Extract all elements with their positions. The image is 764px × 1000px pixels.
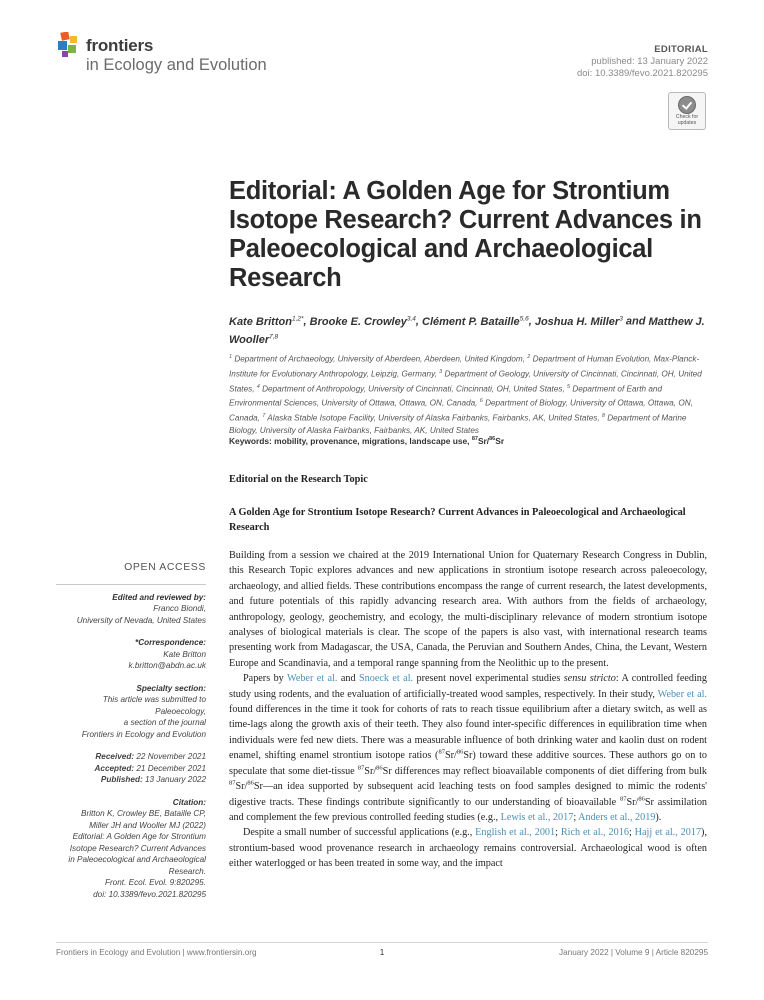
received-date: Received: 22 November 2021 — [95, 752, 206, 761]
footer-issue: January 2022 | Volume 9 | Article 820295 — [559, 948, 708, 957]
author[interactable]: Matthew J. Wooller$^{7,8}$ — [229, 315, 705, 347]
doi[interactable]: doi: 10.3389/fevo.2021.820295 — [576, 68, 708, 79]
article-title: Editorial: A Golden Age for Strontium Isotope Research? Current Advances in Paleoecological and Archaeological Research — [229, 177, 702, 292]
topic-heading: Editorial on the Research Topic — [229, 474, 368, 485]
check-for-updates-badge[interactable]: Check for updates — [668, 92, 706, 130]
affiliations: $^1$ Department of Archaeology, University of Aberdeen, Aberdeen, United Kingdom, $^2$ Department of Human Evolution, Max-Planck-Institute for Evolutionary Anthropology, Leipzig, Germany, $^3$ Department of Geology, University of Cincinnati, Cincinnati, OH, United States, $^4$ Department of Anthropology, University of Cincinnati, Cincinnati, OH, United States, $^5$ Department of Earth and Environmental Sciences, University of Ottawa, Ottawa, ON, Canada, $^6$ Department of Biology, University of Ottawa, Ottawa, ON, Canada, $^7$ Alaska Stable Isotope Facility, University of Alaska Fairbanks, Fairbanks, AK, United States, $^8$ Department of Marine Biology, University of Alaska Fairbanks, Fairbanks, AK, United States — [229, 354, 702, 436]
frontiers-logo-icon — [56, 32, 82, 58]
citation-link[interactable]: Weber et al. — [657, 688, 707, 700]
footer-divider — [56, 942, 708, 943]
correspondence-name: Kate Britton — [163, 649, 206, 659]
journal-name: in Ecology and Evolution — [86, 56, 267, 74]
open-access-label: OPEN ACCESS — [124, 561, 206, 573]
correspondence-email[interactable]: k.britton@abdn.ac.uk — [128, 661, 206, 670]
paragraph: Papers by Weber et al. and Snoeck et al. present novel experimental studies sensu stricto: A controlled feeding study using rodents, and the evaluation of artificially-treated wood samples, respectively. In their study, Weber et al. found differences in the time it took for cohorts of rats to reach tissue equilibrium after a dietary switch, as well as time-lags along the growth axis of their teeth. They also found inter-specific differences in equilibration time when individuals were fed new diets. There was a measurable influence of both drinking water and kaolin dust on rodent enamel, shifting enamel strontium isotope ratios ($^{87}$Sr/$^{86}$Sr) toward these additive sources. These authors go on to speculate that some diet-tissue $^{87}$Sr/$^{86}$Sr differences may reflect bioavailable components of diet differing from bulk $^{87}$Sr/$^{86}$Sr—an idea supported by subsequent acid leaching tests on food samples designed to mimic the rodents' digestive tracts. These findings contribute significantly to our understanding of bioavailable $^{87}$Sr/$^{86}$Sr assimilation and complement the few previous controlled feeding studies (e.g., Lewis et al., 2017; Anders et al., 2019). — [229, 673, 708, 823]
edited-heading: Edited and reviewed by: — [112, 592, 206, 602]
page-number: 1 — [379, 948, 385, 957]
article-type: EDITORIAL — [654, 44, 708, 55]
citation-link[interactable]: Hajj et al., 2017 — [634, 827, 702, 839]
citation-link[interactable]: Snoeck et al. — [359, 673, 414, 685]
citation-link[interactable]: Rich et al., 2016 — [560, 827, 629, 839]
footer-journal[interactable]: Frontiers in Ecology and Evolution | www.frontiersin.org — [56, 948, 257, 957]
keywords: Keywords: mobility, provenance, migrations, landscape use, $^{87}$Sr/$^{86}$Sr — [229, 436, 505, 446]
author[interactable]: Joshua H. Miller$^3$ — [534, 315, 623, 328]
editor-affiliation: University of Nevada, United States — [76, 615, 206, 625]
editor-name[interactable]: Franco Biondi, — [153, 604, 206, 613]
author[interactable]: Kate Britton$^{1,2*}$ — [229, 315, 304, 328]
article-meta — [577, 44, 708, 80]
published-date-sidebar: Published: 13 January 2022 — [100, 775, 206, 784]
author-list: Kate Britton$^{1,2*}$, Brooke E. Crowley$^{3,4}$, Clément P. Bataille$^{5,6}$, Joshua H. Miller$^3$ and Matthew J. Wooller$^{7,8}$ — [229, 315, 705, 347]
published-date: published: 13 January 2022 — [591, 56, 708, 67]
correspondence-heading: *Correspondence: — [135, 638, 206, 647]
citation-heading: Citation: — [172, 797, 206, 807]
citation-link[interactable]: Anders et al., 2019 — [578, 811, 656, 823]
citation-link[interactable]: Lewis et al., 2017 — [500, 811, 574, 823]
article-info-sidebar: OPEN ACCESS Edited and reviewed by: Franco Biondi, University of Nevada, United States *Correspondence: Kate Britton k.britton@abdn.ac.uk Specialty section: This article was submitted to Paleoecology, a section of the journal Frontiers in Ecology and Evolution Received: 22 November 2021 Accepted: 21 December 2021 Published: 13 January 2022 Citation: Britton K, Crowley BE, Bataille CP, Miller JH and Wooller MJ (2022) Editorial: A Golden Age for Strontium Isotope Research? Current Advances in Paleoecological and Archaeological Research. Front. Ecol. Evol. 9:820295. doi: 10.3389/fevo.2021.820295 — [56, 562, 206, 900]
brand-name: frontiers — [86, 36, 154, 55]
citation-link[interactable]: Weber et al. — [287, 673, 338, 685]
author[interactable]: Clément P. Bataille$^{5,6}$ — [422, 315, 529, 328]
paragraph: Despite a small number of successful applications (e.g., English et al., 2001; Rich et al., 2016; Hajj et al., 2017), strontium-based wood provenance research in archaeology remains controversial. Archaeological wood is often either waterlogged or has been treated in some way, and the impact — [229, 827, 707, 870]
citation-link[interactable]: English et al., 2001 — [475, 827, 556, 839]
check-icon — [678, 96, 696, 114]
accepted-date: Accepted: 21 December 2021 — [94, 763, 206, 773]
article-body — [229, 548, 707, 872]
paragraph: Building from a session we chaired at the 2019 International Union for Quaternary Research Congress in Dublin, this Research Topic explores advances and new applications in strontium isotope research across paleoecology, archaeology, and allied fields. These contributions encompass the range of current research, the latest developments, and future potentials of this rapidly advancing research area. With authors from the fields of archaeology, anthropology, geology, geochemistry, and ecology, the multi-disciplinary relevance of modern strontium isotope analyses of biological materials is clear. The scope of the papers is also vast, with international research teams presenting work from Madagascar, the USA, Canada, the Peruvian and Southern Andes, China, the Levant, Western Europe and Scandinavia, and a temporal range spanning from the Neolithic up to the present. — [229, 550, 707, 669]
journal-logo — [56, 30, 286, 80]
topic-title[interactable]: A Golden Age for Strontium Isotope Research? Current Advances in Paleoecological and Archaeological Research — [229, 507, 686, 533]
specialty-heading: Specialty section: — [136, 683, 206, 693]
author[interactable]: Brooke E. Crowley$^{3,4}$ — [309, 315, 416, 328]
